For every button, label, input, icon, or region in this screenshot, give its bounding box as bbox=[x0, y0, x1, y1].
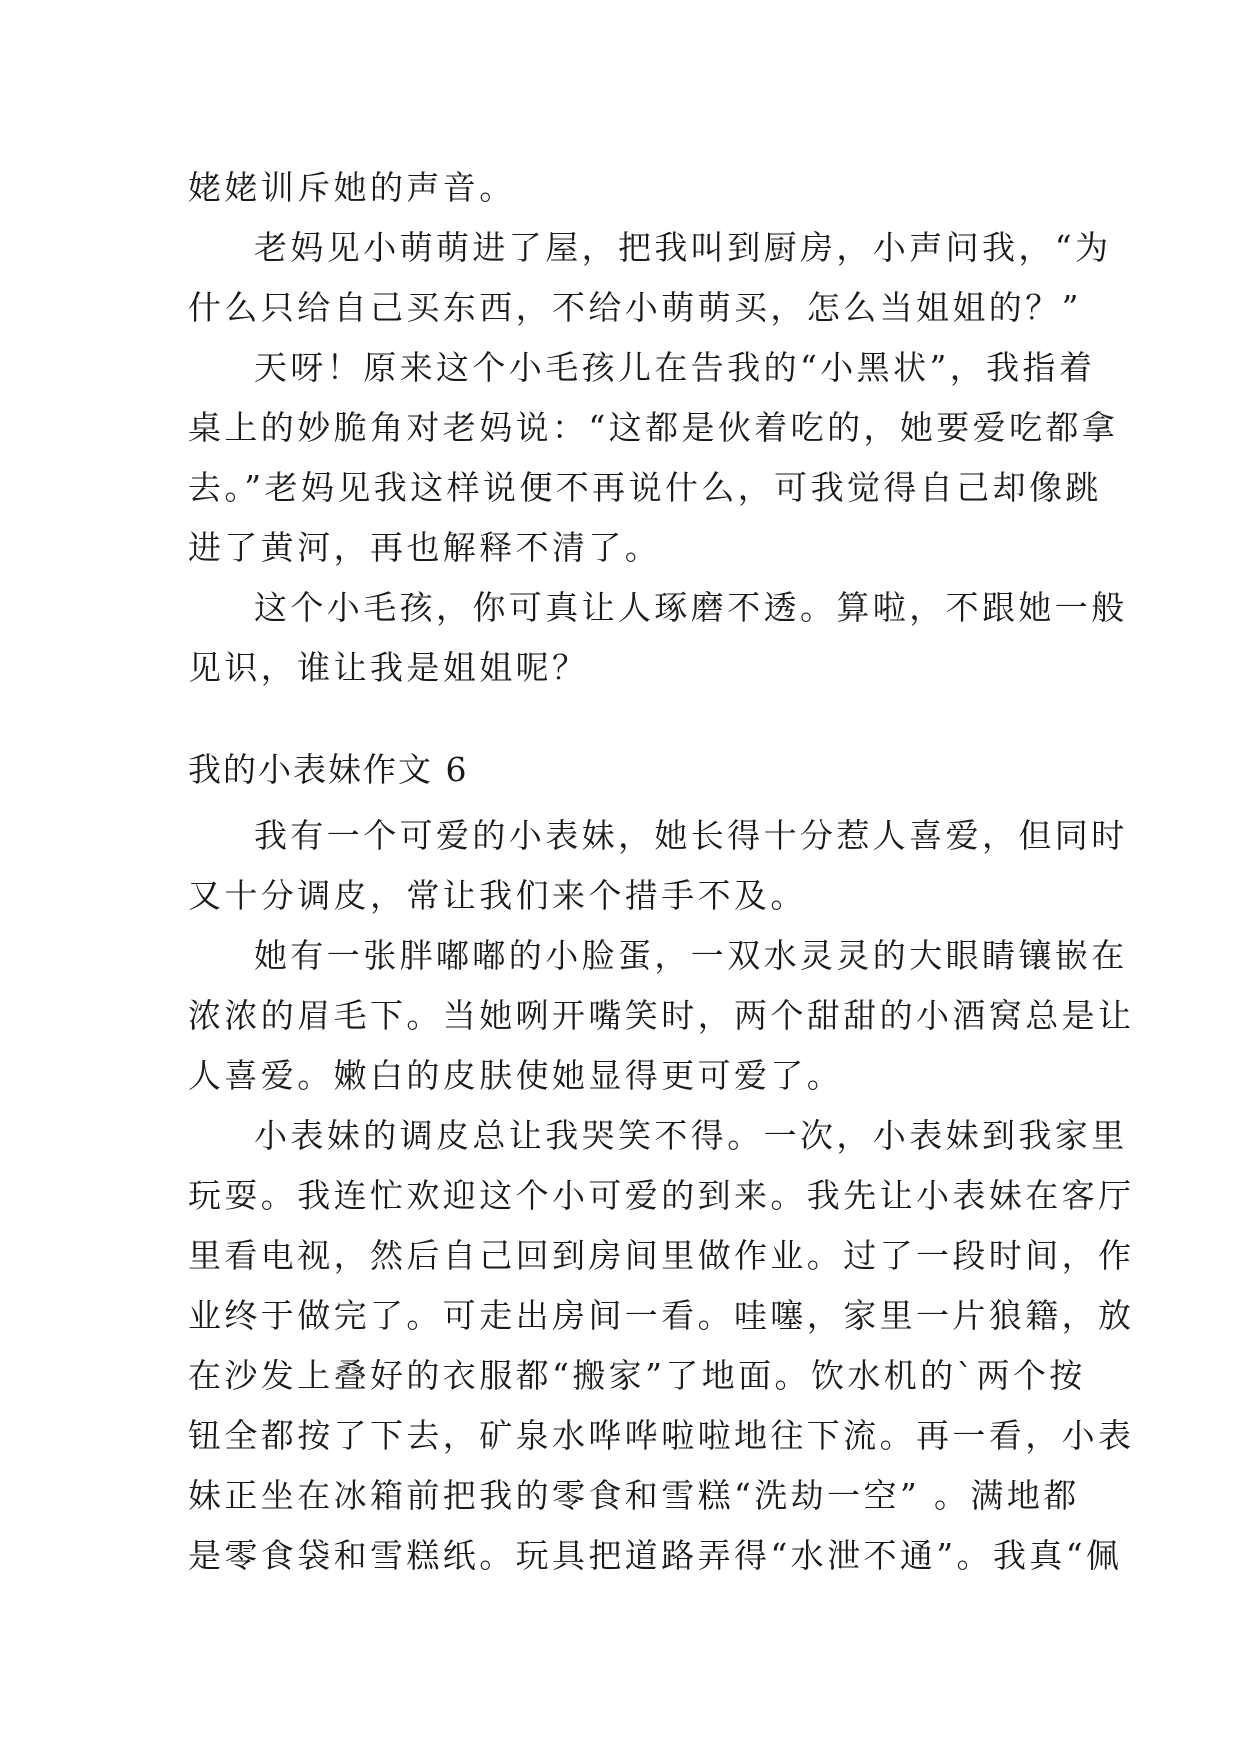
section-title: 我的小表妹作文 6 bbox=[188, 750, 469, 789]
text-line: 进了黄河，再也解释不清了。 bbox=[188, 528, 662, 567]
text-line: 小表妹的调皮总让我哭笑不得。一次，小表妹到我家里 bbox=[254, 1116, 1128, 1155]
text-line: 钮全都按了下去，矿泉水哗哗啦啦地往下流。再一看，小表 bbox=[188, 1416, 1135, 1455]
text-line: 在沙发上叠好的衣服都“搬家”了地面。饮水机的`两个按 bbox=[188, 1356, 1086, 1395]
text-line: 她有一张胖嘟嘟的小脸蛋，一双水灵灵的大眼睛镶嵌在 bbox=[254, 936, 1128, 975]
text-line: 是零食袋和雪糕纸。玩具把道路弄得“水泄不通”。我真“佩 bbox=[188, 1536, 1123, 1575]
text-line: 人喜爱。嫩白的皮肤使她显得更可爱了。 bbox=[188, 1056, 844, 1095]
text-line: 老妈见小萌萌进了屋，把我叫到厨房，小声问我，“为 bbox=[254, 228, 1112, 267]
text-line: 我有一个可爱的小表妹，她长得十分惹人喜爱，但同时 bbox=[254, 816, 1128, 855]
text-line: 妹正坐在冰箱前把我的零食和雪糕“洗劫一空” 。满地都 bbox=[188, 1476, 1080, 1515]
text-line: 姥姥训斥她的声音。 bbox=[188, 168, 516, 207]
text-line: 桌上的妙脆角对老妈说：“这都是伙着吃的，她要爱吃都拿 bbox=[188, 408, 1119, 447]
text-line: 又十分调皮，常让我们来个措手不及。 bbox=[188, 876, 807, 915]
text-line: 业终于做完了。可走出房间一看。哇噻，家里一片狼籍，放 bbox=[188, 1296, 1135, 1335]
text-line: 见识，谁让我是姐姐呢？ bbox=[188, 648, 589, 687]
text-line: 里看电视，然后自己回到房间里做作业。过了一段时间，作 bbox=[188, 1236, 1135, 1275]
text-line: 天呀！原来这个小毛孩儿在告我的“小黑状”，我指着 bbox=[254, 348, 1096, 387]
text-line: 浓浓的眉毛下。当她咧开嘴笑时，两个甜甜的小酒窝总是让 bbox=[188, 996, 1135, 1035]
text-line: 什么只给自己买东西，不给小萌萌买，怎么当姐姐的？” bbox=[188, 288, 1082, 327]
text-line: 这个小毛孩，你可真让人琢磨不透。算啦，不跟她一般 bbox=[254, 588, 1128, 627]
text-line: 玩耍。我连忙欢迎这个小可爱的到来。我先让小表妹在客厅 bbox=[188, 1176, 1135, 1215]
text-line: 去。”老妈见我这样说便不再说什么，可我觉得自己却像跳 bbox=[188, 468, 1102, 507]
